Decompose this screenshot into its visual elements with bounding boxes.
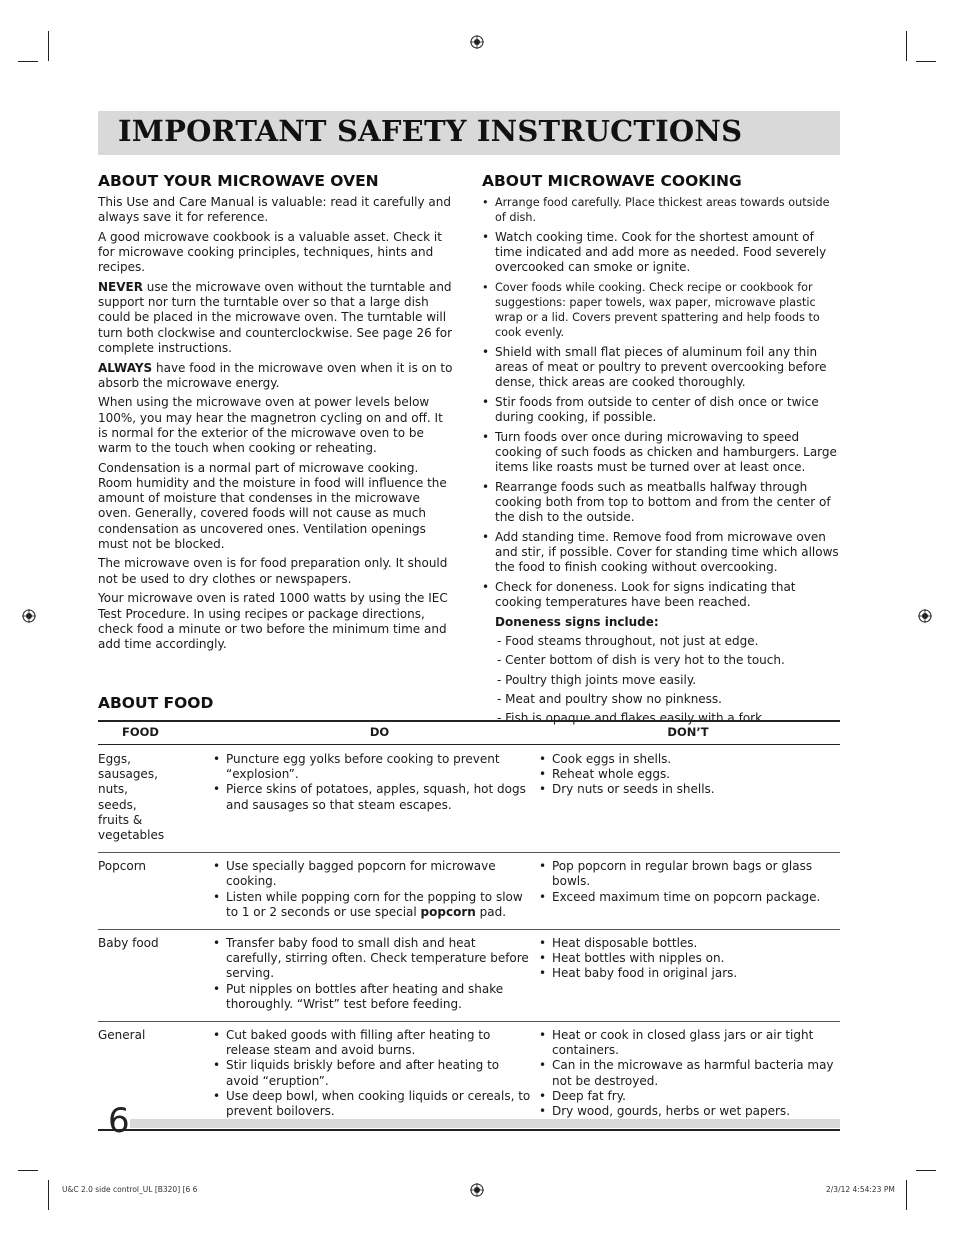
dont-list: [539, 859, 837, 905]
paragraph: Your microwave oven is rated 1000 watts by using the IEC Test Procedure. In using recipes or package directions, check food a minute or two before the minimum time and add time accordingly.: [98, 591, 448, 651]
list-item: • Rearrange foods such as meatballs halfway through cooking both from top to bottom and from the center of the dish to the outside.: [482, 480, 840, 526]
food-cell: Eggs, sausages, nuts, seeds, fruits & vegetables: [98, 752, 165, 843]
table-header: [98, 722, 840, 745]
registration-mark-icon: [470, 35, 484, 49]
section-title-oven: ABOUT YOUR MICROWAVE OVEN: [98, 172, 379, 190]
emphasis: ALWAYS: [98, 360, 153, 375]
column-header-food: FOOD: [122, 725, 159, 740]
dont-cell: [533, 1028, 837, 1119]
table-row: [98, 853, 840, 930]
list-item-text: Listen while popping corn for the popping to slow to 1 or 2 seconds or use special: [226, 889, 523, 919]
print-slug-file: U&C 2.0 side control_UL [B320] [6 6: [62, 1185, 198, 1194]
dont-list: [539, 1028, 837, 1119]
list-item: • Cook eggs in shells.: [539, 752, 837, 767]
food-cell: Popcorn: [98, 859, 147, 874]
registration-mark-icon: [470, 1183, 484, 1197]
list-item: • Dry nuts or seeds in shells.: [539, 782, 837, 797]
crop-mark: [18, 61, 38, 62]
list-item: • Arrange food carefully. Place thickest areas towards outside of dish.: [482, 195, 840, 225]
paragraph: The microwave oven is for food preparation only. It should not be used to dry clothes or newspapers.: [98, 556, 448, 586]
list-item: • Use deep bowl, when cooking liquids or cereals, to prevent boilovers.: [213, 1089, 533, 1119]
list-item: • Deep fat fry.: [539, 1089, 837, 1104]
crop-mark: [18, 1170, 38, 1171]
registration-mark-icon: [22, 609, 36, 623]
dont-cell: [533, 936, 837, 1012]
list-item: • Pop popcorn in regular brown bags or glass bowls.: [539, 859, 837, 889]
crop-mark: [916, 61, 936, 62]
oven-section: [98, 195, 454, 657]
paragraph-text: use the microwave oven without the turntable and support nor turn the turntable over so that a large dish could be placed in the microwave oven. The turntable will turn both clockwise and counterclockwise. See page 26 for complete instructions.: [98, 280, 453, 355]
paragraph: A good microwave cookbook is a valuable asset. Check it for microwave cooking principles, techniques, hints and recipes.: [98, 229, 442, 275]
list-item: • Transfer baby food to small dish and heat carefully, stirring often. Check temperature before serving.: [213, 936, 533, 982]
footer-band: [130, 1119, 840, 1128]
list-item: [213, 890, 533, 920]
dont-list: [539, 936, 837, 982]
list-item: • Stir foods from outside to center of dish once or twice during cooking, if possible.: [482, 395, 840, 425]
do-list: [213, 859, 533, 920]
section-title-food: ABOUT FOOD: [98, 694, 214, 712]
list-item: • Shield with small flat pieces of aluminum foil any thin areas of meat or poultry to prevent overcooking before dense, thick areas are cooked thoroughly.: [482, 345, 840, 391]
header-band: [98, 111, 840, 155]
registration-mark-icon: [918, 609, 932, 623]
paragraph-text: have food in the microwave oven when it is on to absorb the microwave energy.: [98, 360, 453, 390]
section-title-cooking: ABOUT MICROWAVE COOKING: [482, 172, 742, 190]
page-number: 6: [108, 1101, 130, 1141]
list-item: • Use specially bagged popcorn for microwave cooking.: [213, 859, 533, 889]
list-item: • Add standing time. Remove food from microwave oven and stir, if possible. Cover for standing time which allows the food to finish cooking without overcooking.: [482, 530, 840, 576]
paragraph: This Use and Care Manual is valuable: read it carefully and always save it for reference.: [98, 195, 452, 225]
doneness-item: - Fish is opaque and flakes easily with a fork.: [497, 711, 766, 726]
list-item: • Put nipples on bottles after heating and shake thoroughly. “Wrist” test before feeding.: [213, 982, 533, 1012]
do-cell: [210, 1028, 533, 1119]
dont-cell: [533, 752, 837, 843]
crop-mark: [906, 1180, 907, 1210]
list-item: • Heat or cook in closed glass jars or air tight containers.: [539, 1028, 837, 1058]
list-item: • Can in the microwave as harmful bacteria may not be destroyed.: [539, 1058, 837, 1088]
list-item: • Cut baked goods with filling after heating to release steam and avoid burns.: [213, 1028, 533, 1058]
list-item: • Exceed maximum time on popcorn package.: [539, 890, 837, 905]
emphasis: NEVER: [98, 280, 143, 295]
food-cell: General: [98, 1028, 146, 1043]
list-item: • Dry wood, gourds, herbs or wet papers.: [539, 1104, 837, 1119]
crop-mark: [906, 31, 907, 61]
paragraph: When using the microwave oven at power levels below 100%, you may hear the magnetron cycling on and off. It is normal for the exterior of the microwave oven to be warm to the touch when cooking or reheating.: [98, 395, 443, 456]
do-cell: [210, 859, 533, 920]
do-list: [213, 936, 533, 1012]
doneness-item: - Meat and poultry show no pinkness.: [497, 691, 722, 706]
do-list: [213, 1028, 533, 1119]
paragraph: Condensation is a normal part of microwave cooking. Room humidity and the moisture in food will influence the amount of moisture that condenses in the microwave oven. Generally, covered foods will not cause as much condensation as uncovered ones. Ventilation openings must not be blocked.: [98, 460, 447, 551]
table-row: [98, 745, 840, 853]
cooking-tips-list: [482, 195, 840, 610]
doneness-item: - Poultry thigh joints move easily.: [497, 672, 697, 687]
paragraph: [98, 361, 454, 391]
list-item: • Cover foods while cooking. Check recipe or cookbook for suggestions: paper towels, wax paper, microwave plastic wrap or a lid. Covers prevent spattering and help foods to cook evenly.: [482, 280, 840, 341]
list-item: • Reheat whole eggs.: [539, 767, 837, 782]
table-row: [98, 930, 840, 1022]
list-item: • Turn foods over once during microwaving to speed cooking of such foods as chicken and hamburgers. Large items like roasts must be turned over at least once.: [482, 430, 840, 476]
column-header-dont: DON’T: [667, 725, 709, 740]
crop-mark: [48, 31, 49, 61]
dont-cell: [533, 859, 837, 920]
column-header-do: DO: [369, 725, 390, 740]
list-item: • Heat bottles with nipples on.: [539, 951, 837, 966]
list-item: • Heat disposable bottles.: [539, 936, 837, 951]
list-item: • Pierce skins of potatoes, apples, squash, hot dogs and sausages so that steam escapes.: [213, 782, 533, 812]
list-item: • Check for doneness. Look for signs indicating that cooking temperatures have been reached.: [482, 580, 840, 610]
dont-list: [539, 752, 837, 798]
list-item: • Watch cooking time. Cook for the shortest amount of time indicated and add more as needed. Food severely overcooked can smoke or ignite.: [482, 230, 840, 276]
page-title: IMPORTANT SAFETY INSTRUCTIONS: [118, 114, 743, 148]
doneness-item: - Center bottom of dish is very hot to the touch.: [497, 653, 785, 668]
list-item-text: pad.: [475, 904, 507, 919]
table-row: [98, 1022, 840, 1129]
list-item: • Heat baby food in original jars.: [539, 966, 837, 981]
list-item: • Puncture egg yolks before cooking to prevent “explosion”.: [213, 752, 533, 782]
paragraph: [98, 280, 454, 356]
emphasis: popcorn: [420, 904, 476, 919]
food-cell: Baby food: [98, 936, 159, 951]
cooking-section: [482, 195, 840, 731]
do-list: [213, 752, 533, 813]
doneness-heading: Doneness signs include:: [495, 614, 659, 629]
print-slug-date: 2/3/12 4:54:23 PM: [826, 1185, 895, 1194]
doneness-item: - Food steams throughout, not just at edge.: [497, 633, 759, 648]
do-cell: [210, 936, 533, 1012]
do-cell: [210, 752, 533, 843]
crop-mark: [48, 1180, 49, 1210]
crop-mark: [916, 1170, 936, 1171]
list-item: • Stir liquids briskly before and after heating to avoid “eruption”.: [213, 1058, 533, 1088]
food-table: [98, 720, 840, 1131]
